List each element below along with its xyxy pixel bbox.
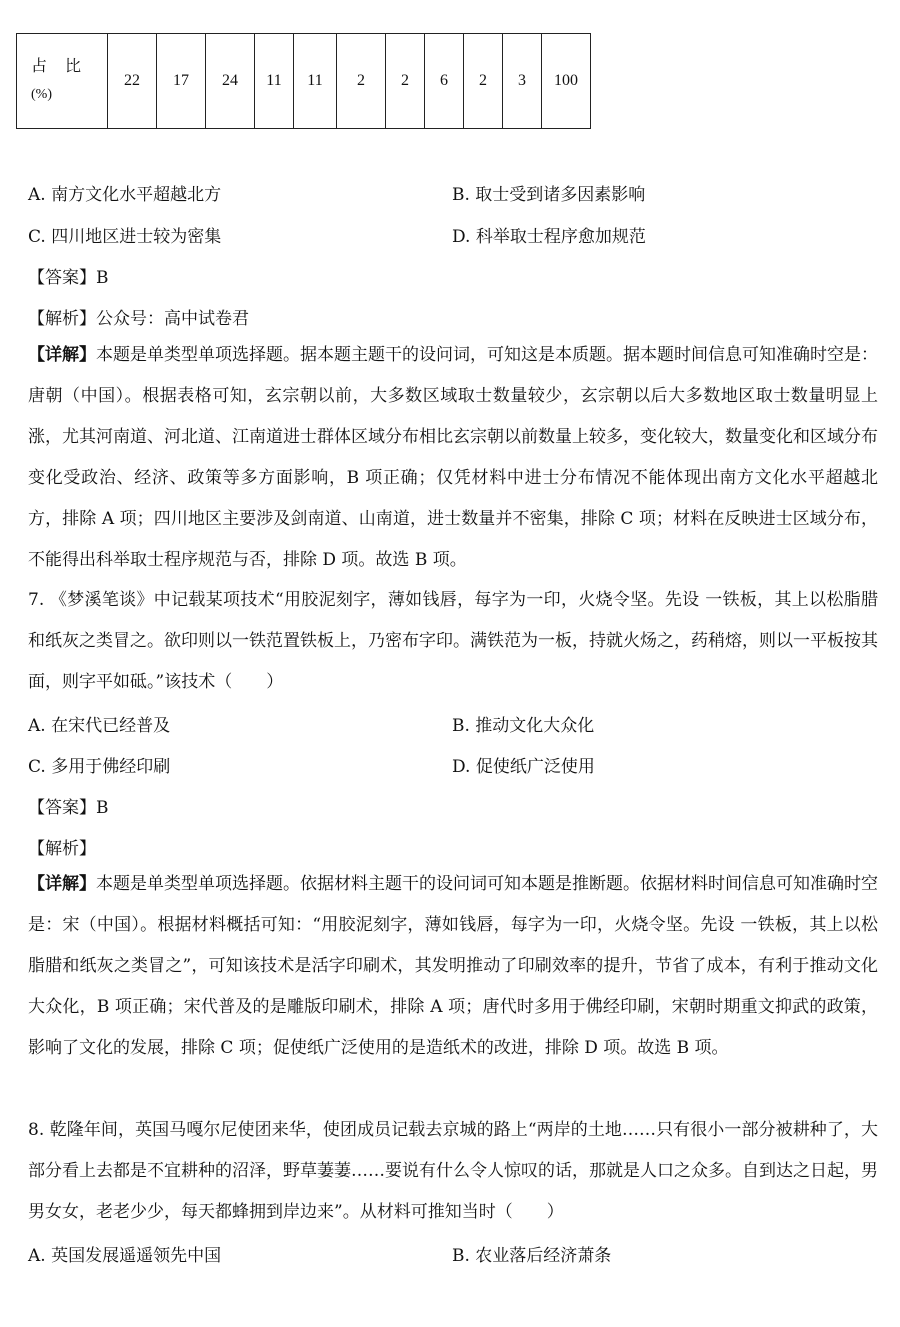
analysis-tag: 【解析】 <box>28 309 96 329</box>
q8-stem: 8. 乾隆年间，英国马嘎尔尼使团来华，使团成员记载去京城的路上“两岸的土地……只有很小一部分被耕种了，大部分看上去都是不宜耕种的沼泽，野草萋萋……要说有什么令人惊叹的话，那就是人口之众多。自到达之日起，男男女女，老老少少，每天都蜂拥到岸边来”。从材料可推知当时（ ） <box>28 1120 878 1222</box>
q7-option-a: A. 在宋代已经普及 <box>28 716 171 736</box>
table-cell: 6 <box>425 34 464 129</box>
table-cell: 3 <box>503 34 542 129</box>
q6-analysis <box>28 304 249 329</box>
row-label-unit: (%) <box>31 87 52 102</box>
q7-option-d: D. 促使纸广泛使用 <box>452 757 595 777</box>
q8-option-a: A. 英国发展遥遥领先中国 <box>28 1246 222 1266</box>
table-cell: 17 <box>157 34 206 129</box>
detail-text: 本题是单类型单项选择题。据本题主题干的设问词，可知这是本质题。据本题时间信息可知准确时空是：唐朝（中国）。根据表格可知，玄宗朝以前，大多数区域取士数量较少，玄宗朝以后大多数地区取士数量明显上涨，尤其河南道、河北道、江南道进士群体区域分布相比玄宗朝以前数量上较多，变化较大，数量变化和区域分布变化受政治、经济、政策等多方面影响，B 项正确；仅凭材料中进士分布情况不能体现出南方文化水平超越北方，排除 A 项；四川地区主要涉及剑南道、山南道，进士数量并不密集，排除 C 项；材料在反映进士区域分布，不能得出科举取士程序规范与否，排除 D 项。故选 B 项。 <box>28 345 878 570</box>
table-cell-total: 100 <box>542 34 591 129</box>
q6-detail <box>28 335 878 581</box>
q7-analysis <box>28 834 96 859</box>
q8-option-b: B. 农业落后经济萧条 <box>452 1246 612 1266</box>
detail-tag: 【详解】 <box>28 345 96 365</box>
q7-detail <box>28 864 878 1069</box>
detail-tag: 【详解】 <box>28 874 96 894</box>
q6-option-b: B. 取士受到诸多因素影响 <box>452 185 646 205</box>
table-cell: 11 <box>294 34 337 129</box>
detail-text: 本题是单类型单项选择题。依据材料主题干的设问词可知本题是推断题。依据材料时间信息可知准确时空是：宋（中国）。根据材料概括可知：“用胶泥刻字，薄如钱唇，每字为一印，火烧令坚。先设 一铁板，其上以松脂腊和纸灰之类冒之”，可知该技术是活字印刷术，其发明推动了印刷效率的提升，节省了成本，有利于推动文化大众化，B 项正确；宋代普及的是雕版印刷术，排除 A 项；唐代时多用于佛经印刷，宋朝时期重文抑武的政策，影响了文化的发展，排除 C 项；促使纸广泛使用的是造纸术的改进，排除 D 项。故选 B 项。 <box>28 874 878 1058</box>
answer-value: B <box>96 798 109 818</box>
analysis-tag: 【解析】 <box>28 839 96 859</box>
q6-option-d: D. 科举取士程序愈加规范 <box>452 227 646 247</box>
q6-option-c: C. 四川地区进士较为密集 <box>28 227 222 247</box>
table-cell: 2 <box>337 34 386 129</box>
table-cell: 2 <box>464 34 503 129</box>
table-row <box>17 34 591 129</box>
answer-value: B <box>96 268 109 288</box>
analysis-text: 公众号：高中试卷君 <box>96 309 249 329</box>
q6-option-a: A. 南方文化水平超越北方 <box>28 185 222 205</box>
q7-answer <box>28 793 109 818</box>
distribution-table <box>16 33 591 129</box>
q6-answer <box>28 263 109 288</box>
q7-option-b: B. 推动文化大众化 <box>452 716 595 736</box>
ratio-table <box>16 33 591 129</box>
answer-tag: 【答案】 <box>28 798 96 818</box>
q7-stem: 7. 《梦溪笔谈》中记载某项技术“用胶泥刻字，薄如钱唇，每字为一印，火烧令坚。先设 一铁板，其上以松脂腊和纸灰之类冒之。欲印则以一铁范置铁板上，乃密布字印。满铁范为一板，持就火炀之，药稍熔，则以一平板按其面，则字平如砥。”该技术（ ） <box>28 590 878 692</box>
table-cell: 24 <box>206 34 255 129</box>
q7-option-c: C. 多用于佛经印刷 <box>28 757 171 777</box>
row-label-cell <box>17 34 108 129</box>
table-cell: 22 <box>108 34 157 129</box>
table-cell: 11 <box>255 34 294 129</box>
answer-tag: 【答案】 <box>28 268 96 288</box>
table-cell: 2 <box>386 34 425 129</box>
row-label: 占比 <box>31 58 100 75</box>
